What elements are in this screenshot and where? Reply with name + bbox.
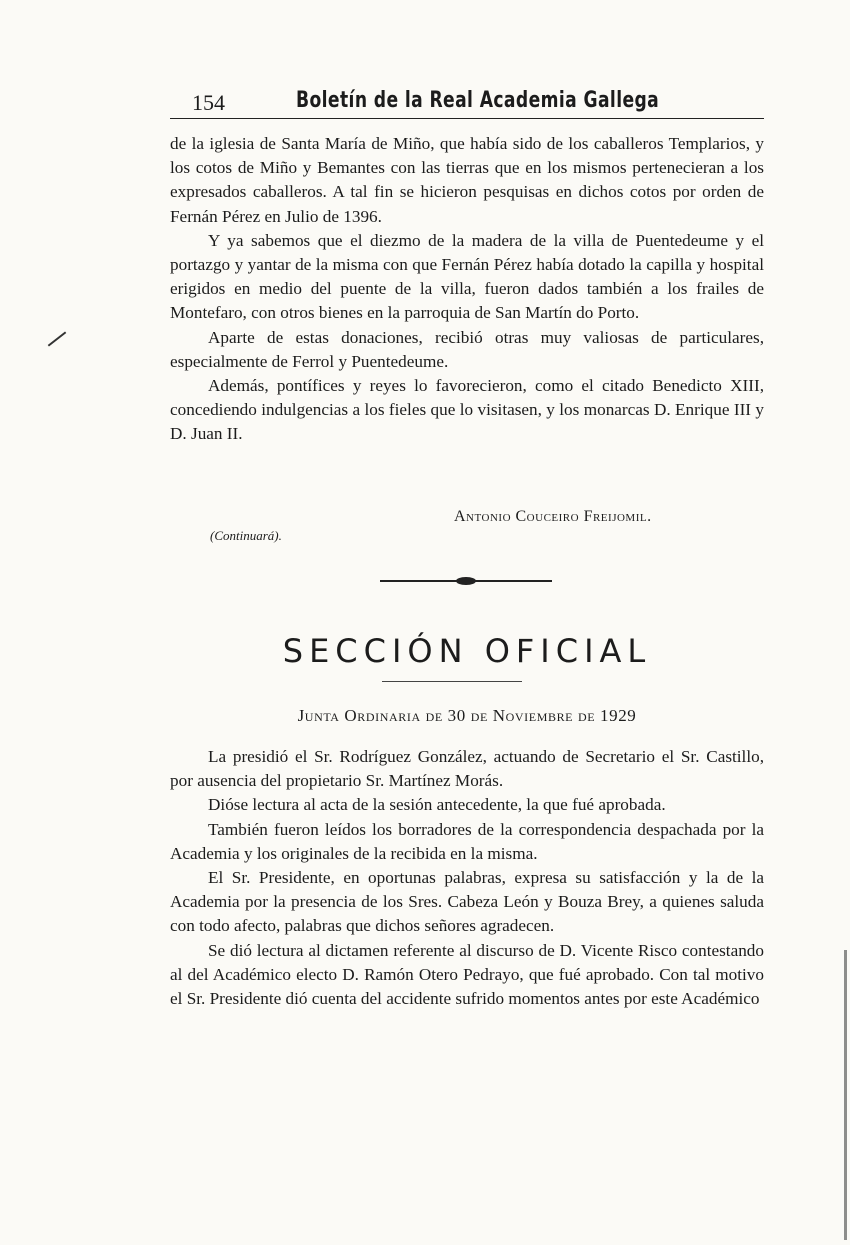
page-number: 154 <box>192 90 225 115</box>
meeting-subtitle: Junta Ordinaria de 30 de Noviembre de 1929 <box>297 706 637 725</box>
article-paragraph: Y ya sabemos que el diezmo de la madera de la villa de Puentedeume y el portazgo y yantar de la misma con que Fernán Pérez había dotado la capilla y hospital erigidos en medio del puente de la villa, fueron dados también a los frailes de Montefaro, con otros bienes en la parroquia de San Martín do Porto. <box>170 230 764 323</box>
section-title: SECCIÓN OFICIAL <box>282 632 652 670</box>
margin-mark <box>48 331 67 346</box>
minutes-paragraph: Se dió lectura al dictamen referente al discurso de D. Vicente Risco contestando al del Académico electo D. Ramón Otero Pedrayo, que fué aprobado. Con tal motivo el Sr. Presidente dió cuenta del accidente sufrido momentos antes por este Académico <box>170 940 764 1009</box>
article-paragraph: Además, pontífices y reyes lo favorecieron, como el citado Benedicto XIII, concediendo indulgencias a los fieles que lo visitasen, y los monarcas D. Enrique III y D. Juan II. <box>170 376 764 444</box>
minutes-paragraph: Dióse lectura al acta de la sesión antecedente, la que fué aprobada. <box>208 795 666 815</box>
page-edge-shadow <box>844 950 847 1240</box>
article-body <box>170 132 764 447</box>
page-header <box>170 84 764 119</box>
continued-note: (Continuará). <box>210 528 282 543</box>
minutes-body <box>170 745 764 1011</box>
title-underline <box>382 681 522 682</box>
section-divider-ornament <box>456 577 476 585</box>
article-paragraph: de la iglesia de Santa María de Miño, que había sido de los caballeros Templarios, y los cotos de Miño y Bemantes con las tierras que en los mismos pertenecieran a los expresados caballeros. A tal fin se hicieron pesquisas en dichos cotos por orden de Fernán Pérez en Julio de 1396. <box>170 134 764 226</box>
article-signature: Antonio Couceiro Freijomil. <box>454 508 652 525</box>
article-paragraph: Aparte de estas donaciones, recibió otras muy valiosas de particulares, especialmente de Ferrol y Puentedeume. <box>170 327 764 371</box>
minutes-paragraph: El Sr. Presidente, en oportunas palabras, expresa su satisfacción y la de la Academia por la presencia de los Sres. Cabeza León y Bouza Brey, a quienes saluda con todo afecto, palabras que dichos señores agradecen. <box>170 868 764 936</box>
minutes-paragraph: La presidió el Sr. Rodríguez González, actuando de Secretario el Sr. Castillo, por ausencia del propietario Sr. Martínez Morás. <box>170 747 764 791</box>
running-title: Boletín de la Real Academia Gallega <box>296 88 660 113</box>
minutes-paragraph: También fueron leídos los borradores de la correspondencia despachada por la Academia y los originales de la recibida en la misma. <box>170 819 764 863</box>
